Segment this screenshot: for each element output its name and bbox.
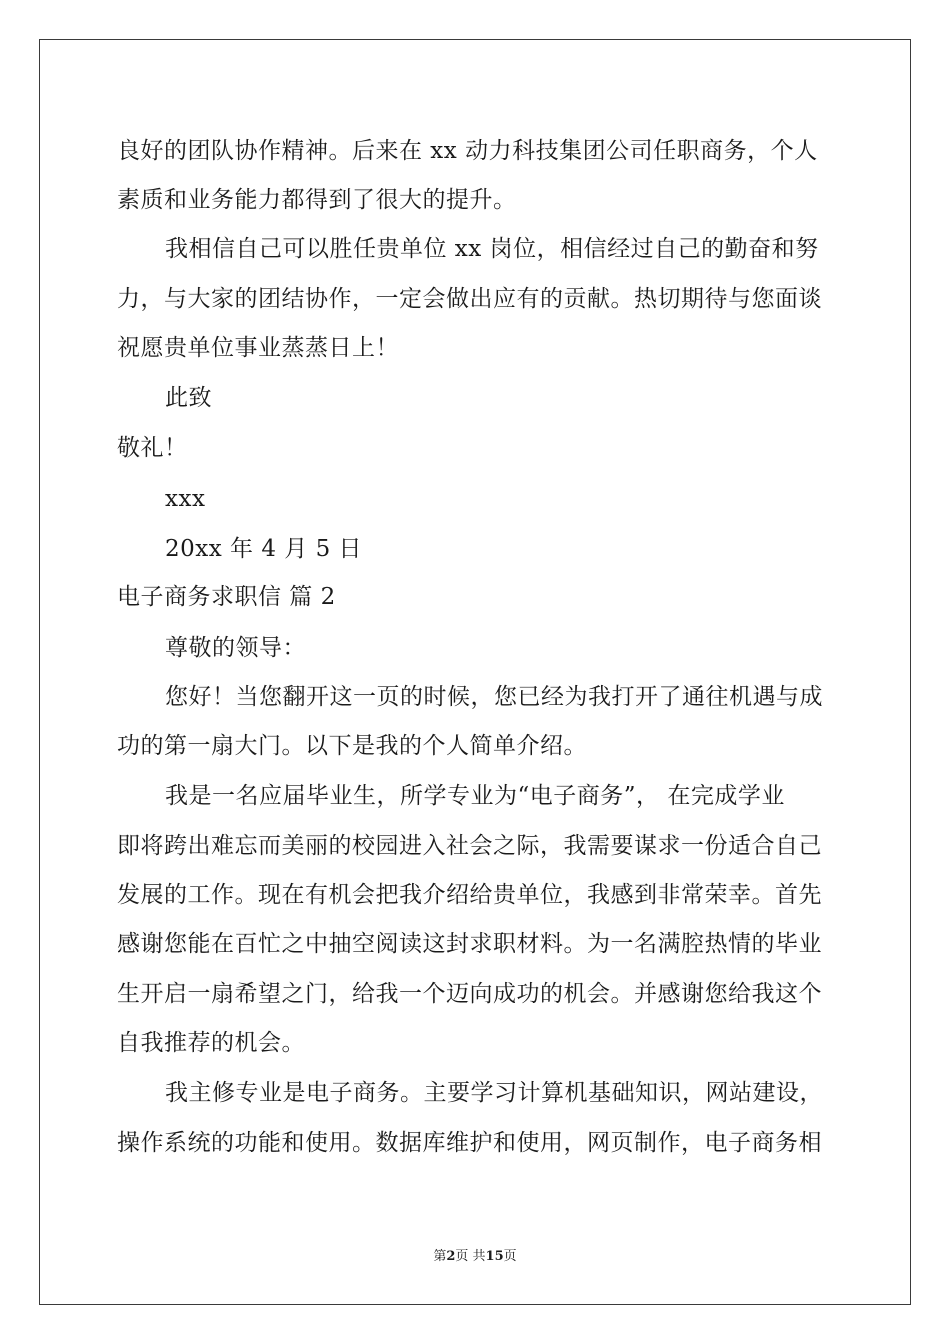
text-line: 感谢您能在百忙之中抽空阅读这封求职材料。为一名满腔热情的毕业 xyxy=(117,931,822,957)
page-suffix: 页 xyxy=(503,1249,517,1264)
signature-date: 20xx 年 4 月 5 日 xyxy=(165,536,363,562)
page-number-footer xyxy=(0,1248,950,1266)
text-line: 力，与大家的团结协作，一定会做出应有的贡献。热切期待与您面谈 xyxy=(117,286,822,312)
page-mid: 页 共 xyxy=(455,1249,486,1264)
current-page-number: 2 xyxy=(446,1249,456,1264)
page-frame xyxy=(39,39,911,1305)
signature-name: xxx xyxy=(165,486,206,512)
closing-regards: 敬礼！ xyxy=(117,435,188,461)
text-line: 即将跨出难忘而美丽的校园进入社会之际，我需要谋求一份适合自己 xyxy=(117,833,822,859)
closing-salutation: 此致 xyxy=(165,385,212,411)
text-line: 生开启一扇希望之门，给我一个迈向成功的机会。并感谢您给我这个 xyxy=(117,981,822,1007)
text-line: 良好的团队协作精神。后来在 xx 动力科技集团公司任职商务，个人 xyxy=(117,138,818,164)
text-line: 自我推荐的机会。 xyxy=(117,1030,305,1056)
text-line: 我相信自己可以胜任贵单位 xx 岗位，相信经过自己的勤奋和努 xyxy=(165,236,819,262)
text-line: 素质和业务能力都得到了很大的提升。 xyxy=(117,187,517,213)
text-line: 您好！当您翻开这一页的时候，您已经为我打开了通往机遇与成 xyxy=(165,684,823,710)
section-heading: 电子商务求职信 篇 2 xyxy=(117,584,336,610)
text-line: 操作系统的功能和使用。数据库维护和使用，网页制作，电子商务相 xyxy=(117,1130,822,1156)
text-line: 我主修专业是电子商务。主要学习计算机基础知识，网站建设， xyxy=(165,1080,823,1106)
text-line: 发展的工作。现在有机会把我介绍给贵单位，我感到非常荣幸。首先 xyxy=(117,882,822,908)
text-line: 我是一名应届毕业生，所学专业为“电子商务”， 在完成学业 xyxy=(165,783,785,809)
text-line: 功的第一扇大门。以下是我的个人简单介绍。 xyxy=(117,733,587,759)
page-prefix: 第 xyxy=(433,1249,447,1264)
text-line: 祝愿贵单位事业蒸蒸日上！ xyxy=(117,335,399,361)
total-pages-number: 15 xyxy=(485,1249,504,1264)
letter-greeting: 尊敬的领导： xyxy=(165,635,306,661)
